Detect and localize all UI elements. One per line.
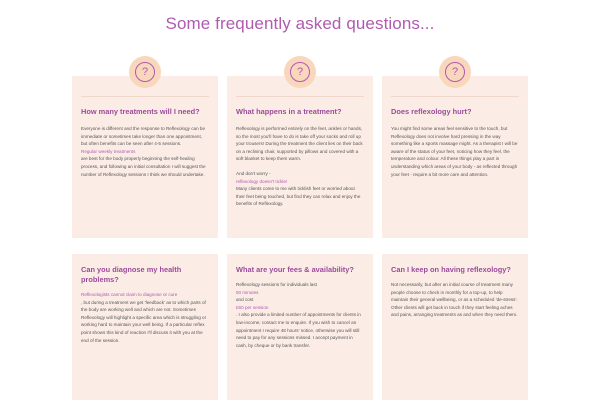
- question-icon: ?: [135, 62, 155, 82]
- question-badge: [129, 56, 161, 88]
- card-title: What happens in a treatment?: [236, 107, 342, 116]
- question-icon: ?: [445, 62, 465, 82]
- divider: [391, 96, 519, 97]
- faq-card-keep-having: [382, 254, 528, 400]
- faq-card-fees: [227, 254, 373, 400]
- card-title: Does reflexology hurt?: [391, 107, 472, 116]
- page-title: Some frequently asked questions...: [165, 14, 435, 33]
- highlight-text: Regular weekly treatments: [81, 148, 136, 154]
- faq-card-diagnose: [72, 254, 218, 400]
- paragraph-gap: [236, 163, 364, 170]
- card-body: [236, 125, 364, 208]
- divider: [81, 96, 209, 97]
- card-title: Can I keep on having reflexology?: [391, 265, 511, 274]
- body-text: and cost: [236, 297, 254, 303]
- card-title: Can you diagnose my health problems?: [81, 265, 182, 284]
- body-text: are best for the body properly beginning the self-healing process, and following an initial consultation I will suggest the number of Reflexology sessions I think we should undertake.: [81, 156, 206, 177]
- faq-card-what-happens: [227, 76, 373, 238]
- card-body: [81, 291, 209, 344]
- highlight-text: reflexology doesn't tickle!: [236, 178, 288, 184]
- question-badge: [439, 56, 471, 88]
- body-text: , otherwise you will still need to pay for any sessions missed. I accept payment in cash, by cheque or by bank transfer.: [236, 327, 360, 348]
- card-title: What are your fees & availability?: [236, 265, 354, 274]
- faq-card-treatments: [72, 76, 218, 238]
- highlight-text: Reflexologists cannot claim to diagnose or cure: [81, 292, 178, 297]
- body-text: Reflexology is performed entirely on the feet, ankles or hands, so the most you'll have to do is take off your socks and roll up your trousers! During the treatment the client lies on their back on a reclining chair, supported by pillows and covered with a soft blanket to keep them warm.: [236, 126, 363, 162]
- card-body: [81, 125, 209, 178]
- divider: [236, 96, 364, 97]
- card-body: [236, 281, 364, 349]
- body-text: , but during a treatment we get 'feedback' as to which parts of the body are working well and which are not. Sometimes Reflexology will highlight a specific area which is struggling or working hard to maintain your well being. If a particular reflex point shows this kind of reaction I'll discuss it with you at the end of the session.: [81, 299, 207, 343]
- body-text: Not necessarily, but after an initial course of treatment many people choose to check in monthly for a top-up, to help maintain their general wellbeing, or as a scheduled 'de-stress'. Other clients will get back in touch if they start feeling aches and pains, arranging treatments as and when they need them.: [391, 282, 518, 318]
- body-text: You might find some areas feel sensitive to the touch, but Reflexology does not involve hard pressing in the way something like a sports massage might. As a therapist I will be aware of the status of your feet, noticing how they feel, the temperature and colour. All these things play a part in understanding which areas of your body - as reflected through your feet - require a bit more care and attention.: [391, 126, 518, 177]
- faq-card-does-it-hurt: [382, 76, 528, 238]
- body-text: . I also provide a limited number of appointments for clients in low-income; contact me to enquire. If you wish to cancel an appointment I require 48 hours' notice: [236, 312, 361, 333]
- body-text: Reflexology sessions for individuals last: [236, 282, 317, 287]
- card-body: [391, 125, 519, 178]
- card-title: How many treatments will I need?: [81, 107, 200, 116]
- body-text: Everyone is different and the response to Reflexology can be immediate or sometimes take longer than one appointment, but often benefits can be seen after 4-5 sessions.: [81, 126, 206, 147]
- highlight-text: 50 minutes: [236, 289, 259, 295]
- question-badge: [284, 56, 316, 88]
- body-text: And don't worry -: [236, 170, 271, 176]
- highlight-text: £60 per session: [236, 304, 269, 310]
- body-text: Many clients come to me with ticklish feet or worried about their feet being touched, but find they can relax and enjoy the benefits of Reflexology.: [236, 186, 361, 207]
- card-body: [391, 281, 519, 319]
- question-icon: ?: [290, 62, 310, 82]
